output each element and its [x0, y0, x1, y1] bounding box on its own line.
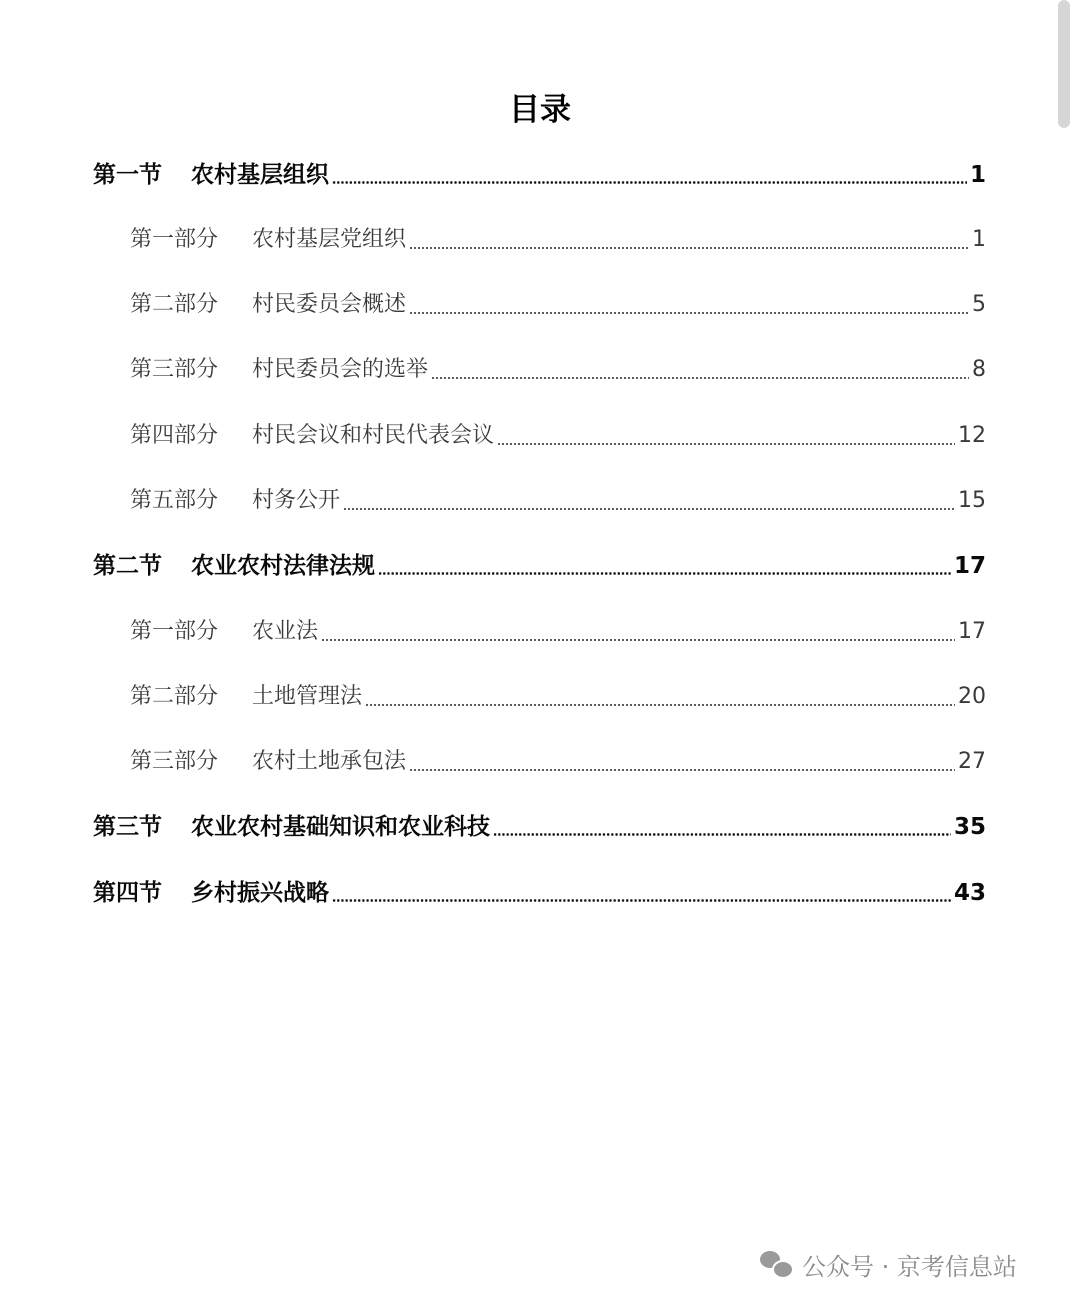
toc-entry-label: 第三部分 — [130, 749, 219, 774]
toc-entry-label: 第五部分 — [130, 488, 219, 513]
toc-entry-label: 第一节 — [93, 162, 162, 188]
watermark — [760, 1246, 1017, 1282]
toc-entry-part[interactable] — [130, 481, 986, 521]
toc-entry-label: 第二节 — [93, 553, 162, 579]
toc-dot-leader — [343, 508, 955, 510]
toc-entry-text: 农业农村法律法规 — [191, 553, 375, 579]
toc-entry-text: 农业法 — [252, 619, 319, 644]
toc-entry-text: 农业农村基础知识和农业科技 — [191, 814, 490, 840]
toc-entry-section[interactable] — [93, 807, 986, 847]
toc-page-number: 12 — [958, 423, 986, 448]
toc-entry-text: 农村基层党组织 — [252, 227, 407, 252]
toc-entry-label: 第一部分 — [130, 227, 219, 252]
watermark-text: 公众号 · 京考信息站 — [802, 1252, 1017, 1281]
toc-entry-text: 村民委员会的选举 — [252, 357, 429, 382]
toc-dot-leader — [332, 899, 951, 902]
toc-title: 目录 — [509, 92, 571, 128]
toc-entry-text: 村务公开 — [252, 488, 341, 513]
toc-page-number: 1 — [969, 162, 986, 188]
toc-entry-section[interactable] — [93, 546, 986, 586]
toc-dot-leader — [332, 181, 967, 184]
toc-entry-part[interactable] — [130, 677, 986, 717]
toc-page-number: 20 — [958, 684, 986, 709]
toc-dot-leader — [378, 572, 951, 575]
toc-dot-leader — [409, 247, 969, 249]
toc-dot-leader — [431, 377, 969, 379]
toc-entry-part[interactable] — [130, 742, 986, 782]
wechat-icon — [760, 1251, 792, 1277]
toc-entry-text: 农村土地承包法 — [252, 749, 407, 774]
toc-entry-label: 第二部分 — [130, 292, 219, 317]
toc-entry-label: 第四部分 — [130, 423, 219, 448]
toc-entry-part[interactable] — [130, 416, 986, 456]
toc-entry-section[interactable] — [93, 155, 986, 195]
toc-dot-leader — [365, 704, 955, 706]
toc-entry-text: 村民委员会概述 — [252, 292, 407, 317]
toc-entry-text: 乡村振兴战略 — [191, 880, 329, 906]
toc-entry-text: 村民会议和村民代表会议 — [252, 423, 495, 448]
toc-dot-leader — [321, 639, 955, 641]
toc-entry-text: 土地管理法 — [252, 684, 363, 709]
toc-page-number: 27 — [958, 749, 986, 774]
toc-entry-part[interactable] — [130, 285, 986, 325]
toc-page-number: 43 — [953, 880, 986, 906]
toc-entry-part[interactable] — [130, 220, 986, 260]
toc-entry-label: 第三节 — [93, 814, 162, 840]
toc-entry-text: 农村基层组织 — [191, 162, 329, 188]
toc-entry-section[interactable] — [93, 873, 986, 913]
toc-page-number: 1 — [972, 227, 986, 252]
toc-page-number: 17 — [953, 553, 986, 579]
toc-dot-leader — [409, 769, 955, 771]
toc-page-number: 8 — [972, 357, 986, 382]
toc-entry-label: 第四节 — [93, 880, 162, 906]
toc-entry-label: 第二部分 — [130, 684, 219, 709]
toc-dot-leader — [493, 833, 951, 836]
toc-dot-leader — [497, 443, 955, 445]
toc-page-number: 17 — [958, 619, 986, 644]
toc-dot-leader — [409, 312, 969, 314]
toc-entry-label: 第一部分 — [130, 619, 219, 644]
toc-entry-part[interactable] — [130, 612, 986, 652]
toc-entry-part[interactable] — [130, 350, 986, 390]
toc-entry-label: 第三部分 — [130, 357, 219, 382]
toc-page-number: 5 — [972, 292, 986, 317]
toc-page-number: 35 — [953, 814, 986, 840]
toc-page-number: 15 — [958, 488, 986, 513]
